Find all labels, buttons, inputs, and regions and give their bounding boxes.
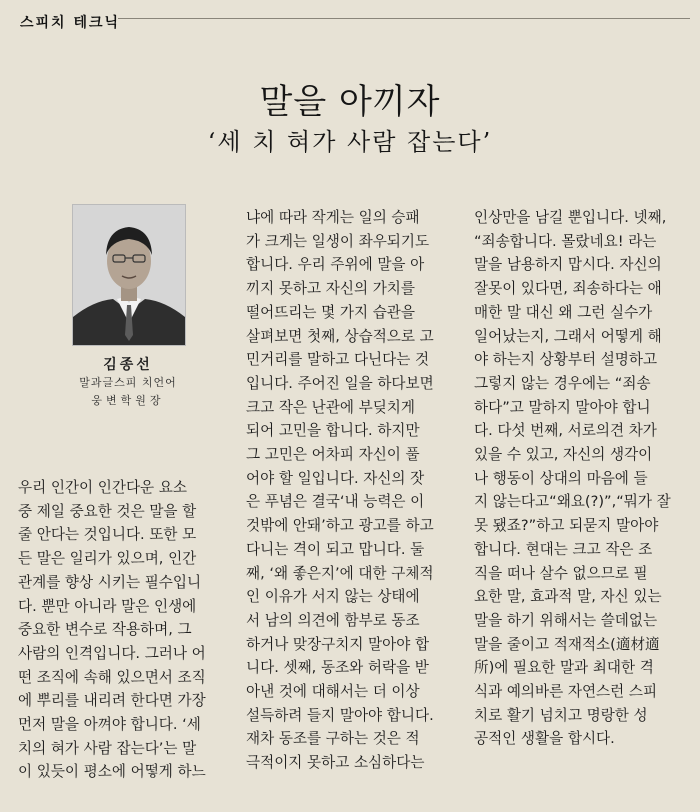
text-line: 일어났는지, 그래서 어떻게 해: [474, 327, 662, 345]
text-line: 에 뿌리를 내리려 한다면 가장: [18, 692, 206, 710]
text-line: 합니다. 우리 주위에 말을 아: [246, 256, 425, 274]
text-line: “죄송합니다. 몰랐네요! 라는: [474, 232, 657, 250]
text-line: 살펴보면 첫째, 상습적으로 고: [246, 327, 434, 345]
text-line: 아낸 것에 대해서는 더 이상: [246, 683, 420, 701]
text-line: 치로 활기 넘치고 명랑한 성: [474, 706, 648, 724]
text-line: 치의 혀가 사람 잡는다’는 말: [18, 739, 197, 757]
text-line: 것밖에 안돼’하고 광고를 하고: [246, 517, 434, 535]
text-line: 말을 남용하지 맙시다. 자신의: [474, 256, 662, 274]
author-portrait-image: [73, 205, 185, 345]
text-line: 설득하려 들지 말아야 합니다.: [246, 706, 434, 724]
text-line: 그 고민은 어차피 자신이 풀: [246, 446, 420, 464]
text-line: 所)에 필요한 말과 최대한 격: [474, 659, 654, 677]
text-line: 중 제일 중요한 것은 말을 할: [18, 502, 197, 520]
author-name: 김종선: [103, 357, 153, 373]
text-line: 니다. 셋째, 동조와 허락을 받: [246, 659, 429, 677]
text-line: 합니다. 현대는 크고 작은 조: [474, 540, 653, 558]
text-line: 말을 하기 위해서는 쓸데없는: [474, 611, 658, 629]
text-line: 냐에 따라 작게는 일의 승패: [246, 209, 420, 226]
text-line: 입니다. 주어진 일을 하다보면: [246, 374, 434, 392]
section-label: 스피치 테크닉: [20, 15, 121, 31]
text-line: 민거리를 말하고 다닌다는 것: [246, 351, 430, 369]
article-column-2: [246, 206, 456, 775]
text-line: 그렇지 않는 경우에는 “죄송: [474, 374, 651, 392]
text-line: 요한 말, 효과적 말, 자신 있는: [474, 588, 662, 606]
text-line: 재차 동조를 구하는 것은 적: [246, 730, 420, 748]
text-line: 가 크게는 일생이 좌우되기도: [246, 232, 430, 250]
article-subtitle: ‘세 치 혀가 사람 잡는다’: [207, 128, 493, 156]
text-line: 있을 수 있고, 자신의 생각이: [474, 446, 653, 464]
text-line: 나 행동이 상대의 마음에 들: [474, 469, 648, 487]
author-title: 말과글스피 치언어: [79, 376, 177, 389]
text-line: 못 됐죠?”하고 되묻지 말아야: [474, 517, 659, 535]
text-line: 째, ‘왜 좋은지’에 대한 구체적: [246, 564, 434, 582]
text-line: 말을 줄이고 적재적소(適材適: [474, 635, 660, 653]
text-line: 공적인 생활을 합시다.: [474, 730, 615, 748]
text-line: 떤 조직에 속해 있으면서 조직: [18, 668, 206, 686]
article-column-3: [474, 206, 686, 751]
text-line: 인 이유가 서지 않는 상태에: [246, 588, 420, 606]
text-line: 사람의 인격입니다. 그러나 어: [18, 644, 206, 662]
text-line: 크고 작은 난관에 부딪치게: [246, 398, 415, 416]
text-line: 관계를 향상 시키는 필수입니: [18, 573, 202, 591]
text-line: 다. 뿐만 아니라 말은 인생에: [18, 597, 197, 615]
text-line: 하거나 맞장구치지 말아야 합: [246, 635, 430, 653]
text-line: 은 푸념은 결국‘내 능력은 이: [246, 493, 425, 511]
text-line: 직을 떠나 살수 없으므로 필: [474, 564, 648, 582]
text-line: 서 남의 의견에 함부로 동조: [246, 611, 420, 629]
text-line: 매한 말 대신 왜 그런 실수가: [474, 303, 653, 321]
text-line: 중요한 변수로 작용하며, 그: [18, 621, 192, 639]
text-line: 이 있듯이 평소에 어떻게 하느: [18, 763, 206, 781]
text-line: 떨어뜨리는 몇 가지 습관을: [246, 303, 415, 321]
text-line: 잘못이 있다면, 죄송하다는 애: [474, 280, 662, 298]
text-line: 야 하는지 상황부터 설명하고: [474, 351, 658, 369]
text-line: 어야 할 일입니다. 자신의 잣: [246, 469, 425, 487]
text-line: 줄 안다는 것입니다. 또한 모: [18, 526, 197, 544]
article-column-1: [18, 476, 230, 784]
text-line: 끼지 못하고 자신의 가치를: [246, 280, 415, 298]
text-line: 하다”고 말하지 말아야 합니: [474, 398, 651, 416]
text-line: 지 않는다고“왜요(?)”,“뭐가 잘: [474, 493, 671, 511]
header-rule: [118, 18, 690, 19]
author-affiliation: 웅변학원장: [91, 394, 165, 407]
author-photo: [72, 204, 186, 346]
text-line: 다. 다섯 번째, 서로의견 차가: [474, 422, 657, 440]
text-line: 인상만을 남길 뿐입니다. 넷째,: [474, 209, 667, 226]
text-line: 식과 예의바른 자연스런 스피: [474, 683, 658, 701]
text-line: 극적이지 못하고 소심하다는: [246, 754, 425, 772]
text-line: 든 말은 일리가 있으며, 인간: [18, 550, 197, 568]
text-line: 먼저 말을 아껴야 합니다. ‘세: [18, 716, 201, 734]
article-title: 말을 아끼자: [259, 82, 441, 122]
text-line: 되어 고민을 합니다. 하지만: [246, 422, 420, 440]
text-line: 우리 인간이 인간다운 요소: [18, 479, 187, 496]
text-line: 다니는 격이 되고 맙니다. 둘: [246, 540, 425, 558]
